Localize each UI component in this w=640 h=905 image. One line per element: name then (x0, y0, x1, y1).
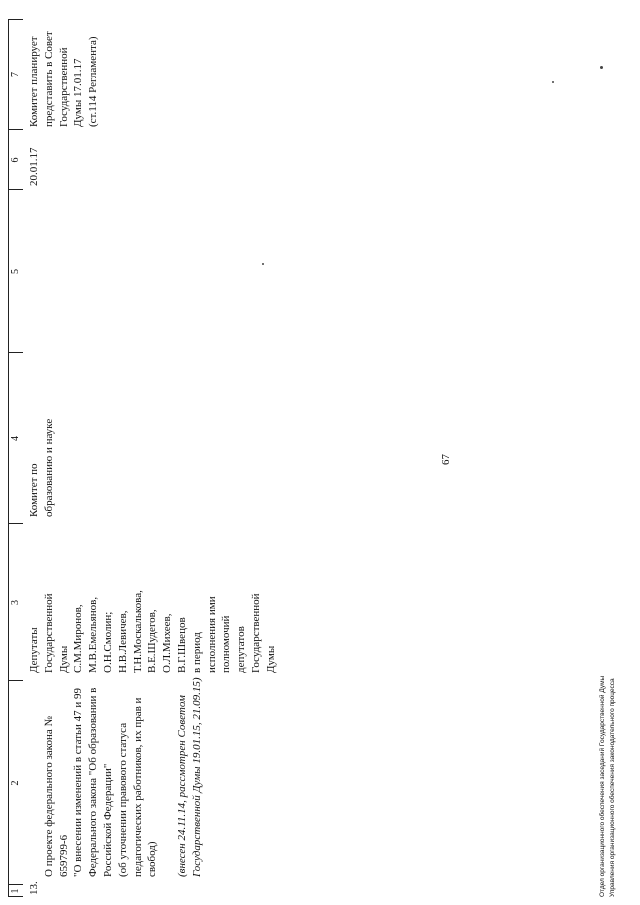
bill-description (27, 677, 219, 877)
column-header-7: 7 (10, 72, 21, 77)
column-header-6: 6 (10, 157, 21, 163)
column-header-1: 1 (10, 888, 21, 894)
scan-speck (600, 66, 603, 69)
footer-line-1: Отдел организационного обеспечения заседаний Государственной Думы (599, 675, 606, 897)
scan-speck (262, 263, 264, 265)
column-header-4: 4 (10, 436, 21, 441)
bill-submission-note: (внесен 24.11.14, рассмотрен Советом Государственной Думы 19.01.15, 21.09.15) (175, 677, 203, 877)
column-header-5: 5 (10, 269, 21, 274)
column-header-2: 2 (10, 780, 21, 786)
scan-speck (552, 81, 554, 83)
column-header-3: 3 (10, 600, 21, 605)
bill-title: О проекте федерального закона № 659799-6 "О внесении изменений в статьи 47 и 99 Федерального закона "Об образовании в Российской Федерации" (об уточнении правового статуса педагогических работников, их прав и свобод) (42, 687, 159, 877)
bill-initiators: Депутаты Государственной Думы С.М.Миронов, М.В.Емельянов, О.Н.Смолин; Н.В.Левичев, Т.Н.Москалькова, В.Е.Шудегов, О.Л.Михеев, В.Г.Швецов в период исполнения ими полномочий депутатов Государственной Думы (28, 590, 277, 673)
row-number: 13. (28, 881, 40, 895)
committee-remark: Комитет планирует представить в Совет Государственной Думы 17.01.17 (ст.114 Регламента) (28, 31, 100, 127)
responsible-committee: Комитет по образованию и науке (28, 418, 55, 517)
planned-date: 20.01.17 (28, 147, 40, 186)
footer-line-2: Управления организационного обеспечения законодательного процесса (609, 678, 616, 897)
page-number: 67 (440, 454, 452, 465)
